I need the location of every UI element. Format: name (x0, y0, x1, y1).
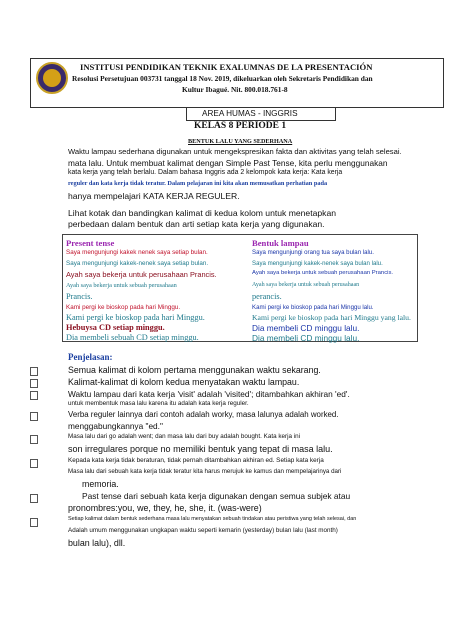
class-title: KELAS 8 PERIODE 1 (194, 121, 287, 131)
explanation-item-6b: Masa lalu dari sebuah kata kerja tidak teratur kita harus merujuk ke kamus dan mempelajarinya dari (68, 468, 342, 475)
explanation-item-8c: bulan lalu), dll. (68, 538, 126, 548)
past-tense-header: Bentuk lampau (252, 238, 309, 248)
institution-name: INSTITUSI PENDIDIKAN TEKNIK EXALUMNAS DE LA PRESENTACIÓN (80, 62, 373, 72)
present-sentence-3: Ayah saya bekerja untuk perusahaan Prancis. (66, 270, 217, 279)
past-sentence-4a: Ayah saya bekerja untuk sebuah perusahaan (252, 282, 360, 288)
past-sentence-4b: perancis. (252, 292, 282, 301)
explanation-item-2: Kalimat-kalimat di kolom kedua menyatakan waktu lampau. (68, 377, 300, 387)
present-sentence-1: Saya mengunjungi kakek nenek saya setiap bulan. (66, 249, 208, 256)
present-sentence-6: Kami pergi ke bioskop pada hari Minggu. (66, 313, 205, 322)
bullet-icon (30, 367, 38, 376)
topic-title: BENTUK LALU YANG SEDERHANA (188, 138, 293, 145)
past-sentence-2: Saya mengunjungi kakek-nenek saya bulan lalu. (252, 260, 383, 267)
explanation-item-5b: son irregulares porque no memiliki bentuk yang tepat di masa lalu. (68, 444, 333, 454)
present-sentence-4b: Prancis. (66, 292, 93, 301)
past-sentence-1: Saya mengunjungi orang tua saya bulan lalu. (252, 249, 374, 256)
present-tense-header: Present tense (66, 238, 115, 248)
intro-line-3: kata kerja yang telah berlalu. Dalam bahasa Inggris ada 2 kelompok kata kerja: Kata kerja (68, 169, 343, 176)
resolution-line-2: Kultur Ibagué. Nit. 800.018.761-8 (182, 85, 288, 94)
present-sentence-7: Hebuysa CD setiap minggu. (66, 323, 165, 332)
intro-line-5: hanya mempelajari KATA KERJA REGULER. (68, 191, 240, 201)
present-sentence-8: Dia membeli sebuah CD setiap minggu. (66, 333, 199, 342)
past-sentence-7: Dia membeli CD minggu lalu. (252, 323, 360, 333)
school-logo (36, 62, 68, 94)
explanation-item-6: Kepada kata kerja tidak beraturan, tidak pernah ditambahkan akhiran ed. Setiap kata kerja (68, 457, 324, 464)
explanation-item-8: Setiap kalimat dalam bentuk sederhana masa lalu menyatakan sebuah tindakan atau peristiwa yang telah selesai, dan (68, 516, 357, 522)
explanation-item-4: Verba reguler lainnya dari contoh adalah worky, masa lalunya adalah worked. (68, 410, 339, 419)
past-sentence-6: Kami pergi ke bioskop pada hari Minggu yang lalu. (252, 313, 411, 322)
bullet-icon (30, 459, 38, 468)
explanation-item-7b: pronombres:you, we, they, he, she, it. (was-were) (68, 503, 262, 513)
bullet-icon (30, 379, 38, 388)
resolution-line-1: Resolusi Persetujuan 003731 tanggal 18 Nov. 2019, dikeluarkan oleh Sekretaris Pendidikan dan (72, 74, 373, 83)
intro-line-2: mata lalu. Untuk membuat kalimat dengan Simple Past Tense, kita perlu menggunakan (68, 158, 388, 168)
explanation-item-7: Past tense dari sebuah kata kerja digunakan dengan semua subjek atau (82, 491, 351, 501)
past-sentence-8: Dia membeli CD minggu lalu. (252, 333, 360, 343)
present-sentence-2: Saya mengunjungi kakek-nenek saya setiap bulan. (66, 260, 209, 267)
bullet-icon (30, 518, 38, 527)
bullet-icon (30, 435, 38, 444)
bullet-icon (30, 391, 38, 400)
explanation-title: Penjelasan: (68, 352, 113, 362)
explanation-item-8b: Adalah umum menggunakan ungkapan waktu seperti kemarin (yesterday) bulan lalu (last month) (68, 527, 338, 534)
explanation-item-3b: untuk membentuk masa lalu karena itu adalah kata kerja reguler. (68, 400, 249, 407)
explanation-item-5: Masa lalu dari go adalah went; dan masa lalu dari buy adalah bought. Kata kerja ini (68, 433, 301, 440)
intro-line-1: Waktu lampau sederhana digunakan untuk mengekspresikan fakta dan aktivitas yang telah selesai. (68, 147, 402, 156)
bullet-icon (30, 494, 38, 503)
intro-line-4: reguler dan kata kerja tidak teratur. Dalam pelajaran ini kita akan memusatkan perhatian pada (68, 180, 328, 187)
explanation-item-6c: memoria. (82, 479, 119, 489)
present-sentence-5: Kami pergi ke bioskop pada hari Minggu. (66, 304, 181, 311)
present-sentence-4a: Ayah saya bekerja untuk sebuah perusahaan (66, 282, 177, 289)
past-sentence-3: Ayah saya bekerja untuk sebuah perusahaan Prancis. (252, 270, 394, 276)
explanation-item-3: Waktu lampau dari kata kerja 'visit' adalah 'visited'; ditambahkan akhiran 'ed'. (68, 389, 350, 399)
area-label: AREA HUMAS - INGGRIS (202, 109, 298, 118)
bullet-icon (30, 412, 38, 421)
intro-p2-line-1: Lihat kotak dan bandingkan kalimat di kedua kolom untuk menetapkan (68, 208, 337, 218)
past-sentence-5: Kami pergi ke bioskop pada hari Minggu lalu. (252, 304, 374, 311)
explanation-item-1: Semua kalimat di kolom pertama menggunakan waktu sekarang. (68, 365, 321, 375)
explanation-item-4b: menggabungkannya "ed." (68, 421, 163, 431)
intro-p2-line-2: perbedaan dalam bentuk dan arti setiap kata kerja yang digunakan. (68, 219, 325, 229)
